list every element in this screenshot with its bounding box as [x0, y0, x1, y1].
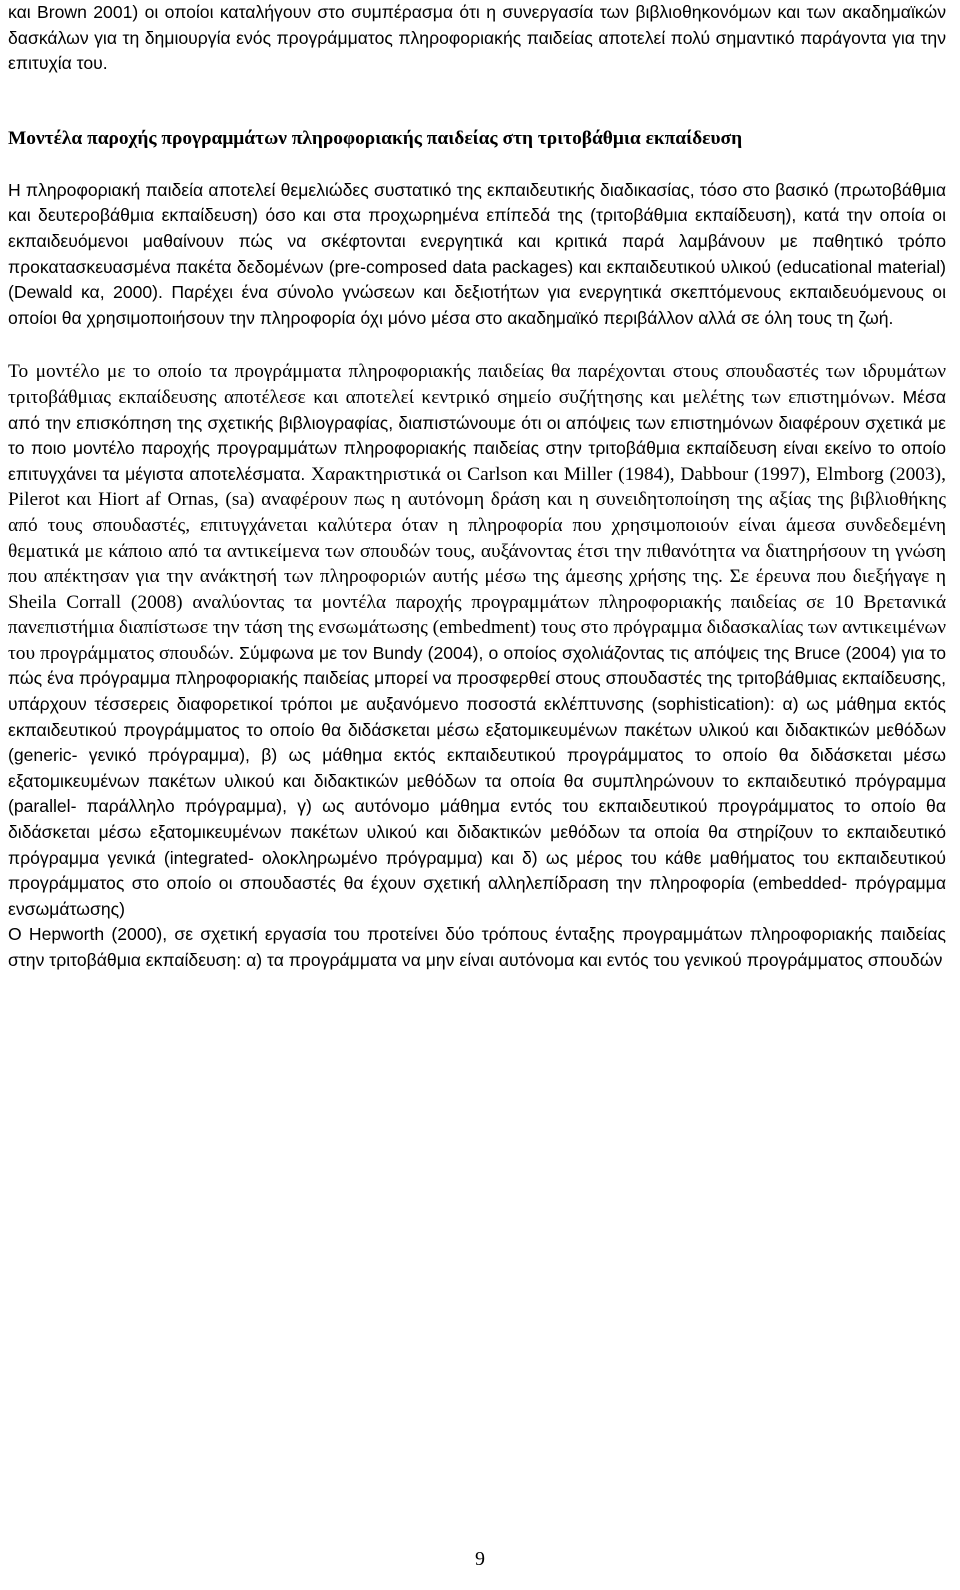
document-page: [8, 0, 946, 974]
paragraph-1: [8, 178, 946, 332]
paragraph-3: [8, 922, 946, 973]
section-heading: Μοντέλα παροχής προγραμμάτων πληροφοριακής παιδείας στη τριτοβάθμια εκπαίδευση: [8, 127, 743, 149]
intro-text: και Brown 2001) οι οποίοι καταλήγουν στο συμπέρασμα ότι η συνεργασία των βιβλιοθηκονόμων και των ακαδημαϊκών δασκάλων για τη δημιουργία ενός προγράμματος πληροφοριακής παιδείας αποτελεί πολύ σημαντικό παράγοντα για την επιτυχία του.: [8, 2, 946, 74]
paragraph-2-part-d: Σε έρευνα που διεξήγαγε η Sheila Corrall (2008) αναλύοντας τα μοντέλα παροχής προγραμμάτων πληροφοριακής παιδείας σε 10 Βρετανικά πανεπιστήμια διαπίστωσε την τάση της ενσωμάτωσης (embedment) τους στο πρόγραμμα διδασκαλίας των αντικειμένων του προγράμματος σπουδών.: [8, 566, 946, 664]
paragraph-2-part-e: Σύμφωνα με τον Bundy (2004), ο οποίος σχολιάζοντας τις απόψεις της Bruce (2004) για το πώς ένα πρόγραμμα πληροφοριακής παιδείας μπορεί να προσφερθεί στους σπουδαστές της τριτοβάθμιας εκπαίδευσης, υπάρχουν τέσσερεις διαφορετικοί τρόποι με αυξανόμενο ποσοστά εκλέπτυνσης (sophistication): α) ως μάθημα εκτός εκπαιδευτικού προγράμματος το οποίο θα διδάσκεται μέσω εξατομικευμένων πακέτων υλικού και διδακτικών μεθόδων (generic- γενικό πρόγραμμα), β) ως μάθημα εκτός εκπαιδευτικού προγράμματος το οποίο θα διδάσκεται μέσω εξατομικευμένων πακέτων υλικού και διδακτικών μεθόδων τα οποία θα συμπληρώνουν το εκπαιδευτικό πρόγραμμα (parallel- παράλληλο πρόγραμμα), γ) ως αυτόνομο μάθημα εντός του εκπαιδευτικού προγράμματος το οποίο θα διδάσκεται μέσω εξατομικευμένων πακέτων υλικού και διδακτικών μεθόδων τα οποία θα στηρίζουν το εκπαιδευτικό πρόγραμμα γενικά (integrated- ολοκληρωμένο πρόγραμμα) και δ) ως μέρος του κάθε μαθήματος του εκπαιδευτικού προγράμματος στο οποίο οι σπουδαστές θα έχουν σχετική αλληλεπίδραση την πληροφορία (embedded- πρόγραμμα ενσωμάτωσης): [8, 642, 946, 919]
paragraph-1-sans: Η πληροφοριακή παιδεία αποτελεί θεμελιώδες συστατικό της εκπαιδευτικής διαδικασίας, τόσο στο βασικό (πρωτοβάθμια και δευτεροβάθμια εκπαίδευση) όσο και στα προχωρημένα επίπεδά της (τριτοβάθμια εκπαίδευση), κατά την οποία οι εκπαιδευόμενοι μαθαίνουν πώς να σκέφτονται ενεργητικά και κριτικά παρά λαμβάνουν με παθητικό τρόπο προκατασκευασμένα πακέτα δεδομένων (pre-composed data packages) και εκπαιδευτικού υλικού (educational material) (Dewald κα, 2000).: [8, 179, 946, 303]
paragraph-2-part-c: Χαρακτηριστικά οι Carlson και Miller (1984), Dabbour (1997), Elmborg (2003), Pilerot και Hiort af Ornas, (sa) αναφέρουν πως η αυτόνομη δράση και η συνειδητοποίηση της αξίας της βιβλιοθήκης από τους σπουδαστές, επιτυγχάνεται καλύτερα όταν η πληροφορία που χρησιμοποιούν είναι άμεσα συνδεδεμένη θεματικά με κάποιο από τα αντικείμενα των σπουδών τους, αυξάνοντας έτσι την πιθανότητα να διατηρήσουν τη γνώση που απέκτησαν για την ανάκτησή των πληροφοριών αυτής μέσω της άμεσης χρήσης της.: [8, 463, 946, 588]
paragraph-2: [8, 359, 946, 922]
paragraph-2-part-a: Το μοντέλο με το οποίο τα προγράμματα πληροφοριακής παιδείας θα παρέχονται στους σπουδαστές των ιδρυμάτων τριτοβάθμιας εκπαίδευσης αποτέλεσε και αποτελεί κεντρικό σημείο συζήτησης και μελέτης των επιστημόνων.: [8, 361, 946, 408]
paragraph-2-part-b: Μέσα από την επισκόπηση της σχετικής βιβλιογραφίας, διαπιστώνουμε ότι οι απόψεις των επιστημόνων διαφέρουν σχετικά με το ποιο μοντέλο παροχής προγραμμάτων πληροφοριακής παιδείας στην τριτοβάθμια εκπαίδευση είναι εκείνο το οποίο επιτυγχάνει τα μέγιστα αποτελέσματα.: [8, 386, 946, 484]
intro-continuation-paragraph: [8, 0, 946, 77]
paragraph-3-text: Ο Hepworth (2000), σε σχετική εργασία του προτείνει δύο τρόπους ένταξης προγραμμάτων πληροφοριακής παιδείας στην τριτοβάθμια εκπαίδευση: α) τα προγράμματα να μην είναι αυτόνομα και εντός του γενικού προγράμματος σπουδών: [8, 924, 946, 970]
page-number: 9: [475, 1548, 485, 1570]
paragraph-1-serif: Παρέχει ένα σύνολο γνώσεων και δεξιοτήτων για ενεργητικά σκεπτόμενους εκπαιδευόμενους οι οποίοι θα χρησιμοποιήσουν την πληροφορία όχι μόνο μέσα στο ακαδημαϊκό περιβάλλον αλλά σε όλη τους τη ζωή.: [8, 282, 946, 328]
